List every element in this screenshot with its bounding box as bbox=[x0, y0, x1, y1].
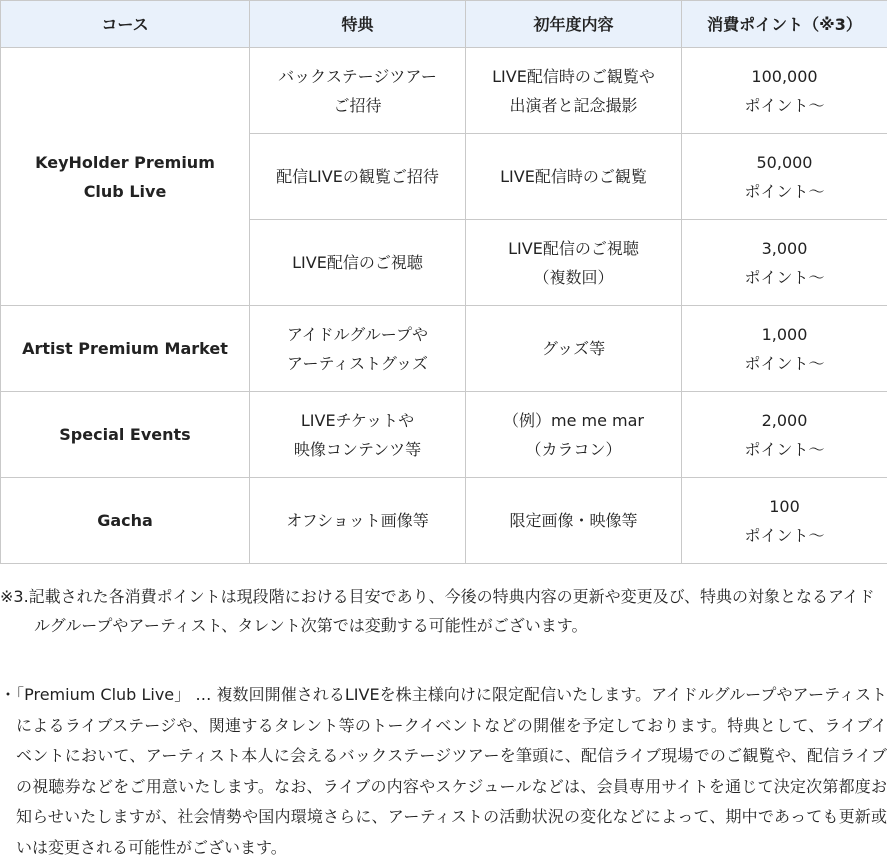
content-cell bbox=[466, 220, 682, 306]
points-unit: ポイント〜 bbox=[682, 91, 887, 120]
content-line: （複数回） bbox=[466, 263, 681, 292]
benefit-cell bbox=[250, 134, 466, 220]
course-line: Artist Premium Market bbox=[1, 334, 249, 363]
content-line: LIVE配信時のご観覧 bbox=[466, 162, 681, 191]
course-line: Club Live bbox=[1, 177, 249, 206]
benefit-cell bbox=[250, 392, 466, 478]
points-unit: ポイント〜 bbox=[682, 349, 887, 378]
course-gacha bbox=[1, 478, 250, 564]
course-line: Gacha bbox=[1, 506, 249, 535]
table-row bbox=[1, 478, 887, 564]
course-line: KeyHolder Premium bbox=[1, 148, 249, 177]
course-events bbox=[1, 392, 250, 478]
table-header-row bbox=[1, 1, 887, 48]
content-cell bbox=[466, 134, 682, 220]
benefit-line: 映像コンテンツ等 bbox=[250, 435, 465, 464]
points-value: 2,000 bbox=[682, 406, 887, 435]
header-first-year-content: 初年度内容 bbox=[466, 1, 682, 48]
content-line: 限定画像・映像等 bbox=[466, 506, 681, 535]
course-market bbox=[1, 306, 250, 392]
points-cell bbox=[682, 478, 887, 564]
table-row bbox=[1, 306, 887, 392]
header-benefit: 特典 bbox=[250, 1, 466, 48]
benefit-line: ご招待 bbox=[250, 91, 465, 120]
benefit-line: LIVE配信のご視聴 bbox=[250, 248, 465, 277]
points-cell bbox=[682, 306, 887, 392]
benefit-cell bbox=[250, 48, 466, 134]
content-line: グッズ等 bbox=[466, 334, 681, 363]
benefit-line: バックステージツアー bbox=[250, 62, 465, 91]
description-text: ・「Premium Club Live」 … 複数回開催されるLIVEを株主様向けに限定配信いたします。アイドルグループやアーティストによるライブステージや、関連するタレント等のトークイベントなどの開催を予定しております。特典として、ライブイベントにおいて、アーティスト本人に会えるバックステージツアーを筆頭に、配信ライブ現場でのご観覧や、配信ライブの視聴券などをご用意いたします。なお、ライブの内容やスケジュールなどは、会員専用サイトを通じて決定次第都度お知らせいたしますが、社会情勢や国内環境さらに、アーティストの活動状況の変化などによって、期中であっても更新或いは変更される可能性がございます。 bbox=[0, 680, 887, 863]
table-row bbox=[1, 48, 887, 134]
content-line: 出演者と記念撮影 bbox=[466, 91, 681, 120]
content-line: （例）me me mar bbox=[466, 406, 681, 435]
premium-club-live-description bbox=[0, 680, 887, 863]
points-cell bbox=[682, 48, 887, 134]
header-points: 消費ポイント（※3） bbox=[682, 1, 887, 48]
footnote bbox=[0, 582, 887, 640]
points-value: 50,000 bbox=[682, 148, 887, 177]
course-keyholder bbox=[1, 48, 250, 306]
points-value: 100 bbox=[682, 492, 887, 521]
points-unit: ポイント〜 bbox=[682, 435, 887, 464]
points-cell bbox=[682, 392, 887, 478]
points-value: 3,000 bbox=[682, 234, 887, 263]
table-row bbox=[1, 392, 887, 478]
footnote-text: ※3.記載された各消費ポイントは現段階における目安であり、今後の特典内容の更新や変更及び、特典の対象となるアイドルグループやアーティスト、タレント次第では変動する可能性がございます。 bbox=[0, 582, 887, 640]
points-value: 1,000 bbox=[682, 320, 887, 349]
content-line: LIVE配信のご視聴 bbox=[466, 234, 681, 263]
benefit-line: LIVEチケットや bbox=[250, 406, 465, 435]
points-unit: ポイント〜 bbox=[682, 177, 887, 206]
content-line: （カラコン） bbox=[466, 435, 681, 464]
points-unit: ポイント〜 bbox=[682, 521, 887, 550]
content-cell bbox=[466, 48, 682, 134]
benefit-line: 配信LIVEの観覧ご招待 bbox=[250, 162, 465, 191]
content-line: LIVE配信時のご観覧や bbox=[466, 62, 681, 91]
benefit-line: オフショット画像等 bbox=[250, 506, 465, 535]
header-course: コース bbox=[1, 1, 250, 48]
points-unit: ポイント〜 bbox=[682, 263, 887, 292]
content-cell bbox=[466, 306, 682, 392]
points-value: 100,000 bbox=[682, 62, 887, 91]
course-line: Special Events bbox=[1, 420, 249, 449]
benefit-line: アーティストグッズ bbox=[250, 349, 465, 378]
content-cell bbox=[466, 478, 682, 564]
benefit-cell bbox=[250, 220, 466, 306]
benefit-cell bbox=[250, 478, 466, 564]
points-cell bbox=[682, 134, 887, 220]
benefit-cell bbox=[250, 306, 466, 392]
points-cell bbox=[682, 220, 887, 306]
benefit-line: アイドルグループや bbox=[250, 320, 465, 349]
content-cell bbox=[466, 392, 682, 478]
